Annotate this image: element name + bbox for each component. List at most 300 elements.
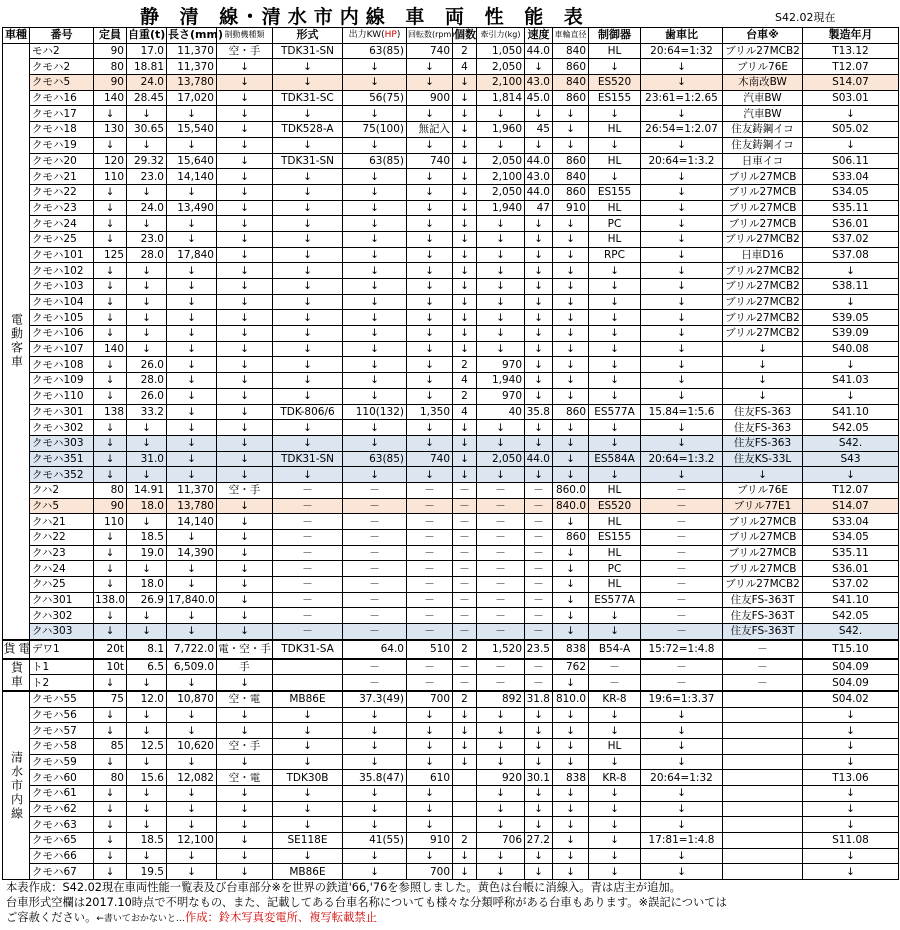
traction-cell: 920 — [477, 770, 525, 786]
number-cell: クモハ104 — [30, 294, 94, 310]
controller-cell: ↓ — [589, 624, 641, 640]
weight-cell: ↓ — [127, 675, 167, 691]
wheel-cell: ↓ — [553, 263, 589, 279]
number-cell: クモハ351 — [30, 451, 94, 467]
length-cell: ↓ — [167, 723, 217, 739]
built-cell: ↓ — [803, 707, 899, 723]
note-credit: 作成：鈴木写真変電所、複写転載禁止 — [184, 911, 377, 924]
truck-cell: 汽車BW — [723, 106, 803, 122]
rpm-cell: ↓ — [407, 326, 453, 342]
wheel-cell: ↓ — [553, 801, 589, 817]
output-cell: － — [343, 608, 407, 624]
model-cell: ↓ — [273, 357, 343, 373]
speed-cell: ↓ — [525, 864, 553, 880]
output-cell: 37.3(49) — [343, 691, 407, 707]
speed-cell: － — [525, 514, 553, 530]
weight-cell: 23.0 — [127, 169, 167, 185]
weight-cell: 31.0 — [127, 451, 167, 467]
speed-cell: 43.0 — [525, 169, 553, 185]
weight-cell: 33.2 — [127, 404, 167, 420]
model-cell: － — [273, 577, 343, 593]
output-cell: ↓ — [343, 169, 407, 185]
gear-cell: － — [641, 530, 723, 546]
number-cell: クモハ352 — [30, 467, 94, 483]
truck-cell: 住友鋳鋼イコ — [723, 122, 803, 138]
truck-cell: ブリル27MCB2 — [723, 263, 803, 279]
model-cell: TDK31-SN — [273, 153, 343, 169]
length-cell: ↓ — [167, 451, 217, 467]
table-row — [3, 848, 899, 864]
controller-cell: ↓ — [589, 833, 641, 849]
brake-cell: ↓ — [217, 801, 273, 817]
brake-cell: ↓ — [217, 404, 273, 420]
controller-cell: ↓ — [589, 608, 641, 624]
weight-cell: 28.45 — [127, 90, 167, 106]
header-length: 長さ(mm) — [168, 28, 223, 42]
speed-cell: 47 — [525, 200, 553, 216]
table-row — [3, 59, 899, 75]
traction-cell: ↓ — [477, 420, 525, 436]
traction-cell: － — [477, 608, 525, 624]
rpm-cell: － — [407, 561, 453, 577]
model-cell: － — [273, 561, 343, 577]
traction-cell: ↓ — [477, 247, 525, 263]
number-cell: クモハ61 — [30, 786, 94, 802]
truck-cell: 日車イコ — [723, 153, 803, 169]
model-cell: ↓ — [273, 169, 343, 185]
gear-cell: － — [641, 482, 723, 498]
table-row — [3, 833, 899, 849]
gear-cell: ↓ — [641, 59, 723, 75]
header-speed: 速度 — [525, 28, 553, 44]
weight-cell: 17.0 — [127, 43, 167, 59]
brake-cell: ↓ — [217, 420, 273, 436]
capacity-cell: ↓ — [94, 530, 127, 546]
controller-cell: ↓ — [589, 373, 641, 389]
brake-cell: ↓ — [217, 675, 273, 691]
wheel-cell: ↓ — [553, 388, 589, 404]
truck-cell — [723, 817, 803, 833]
speed-cell: ↓ — [525, 341, 553, 357]
output-cell: 56(75) — [343, 90, 407, 106]
brake-cell: ↓ — [217, 231, 273, 247]
gear-cell: － — [641, 498, 723, 514]
wheel-cell: ↓ — [553, 231, 589, 247]
capacity-cell: ↓ — [94, 310, 127, 326]
truck-cell: 住友FS-363 — [723, 404, 803, 420]
truck-cell — [723, 833, 803, 849]
page-title: 静 清 線･清水市内線 車 両 性 能 表 — [140, 6, 590, 28]
rpm-cell: ↓ — [407, 848, 453, 864]
controller-cell: ES577A — [589, 404, 641, 420]
traction-cell: 1,940 — [477, 373, 525, 389]
truck-cell: 住友FS-363T — [723, 608, 803, 624]
header-controller: 制御器 — [589, 28, 641, 44]
output-cell: 63(85) — [343, 451, 407, 467]
gear-cell: ↓ — [641, 326, 723, 342]
rpm-cell: － — [407, 498, 453, 514]
brake-cell: ↓ — [217, 169, 273, 185]
weight-cell: ↓ — [127, 310, 167, 326]
model-cell: ↓ — [273, 106, 343, 122]
traction-cell: 1,520 — [477, 640, 525, 659]
built-cell: S33.04 — [803, 514, 899, 530]
number-cell: クモハ16 — [30, 90, 94, 106]
speed-cell: ↓ — [525, 388, 553, 404]
capacity-cell: 80 — [94, 770, 127, 786]
capacity-cell: 90 — [94, 75, 127, 91]
output-cell: － — [343, 482, 407, 498]
gear-cell: － — [641, 624, 723, 640]
brake-cell: ↓ — [217, 608, 273, 624]
table-row — [3, 707, 899, 723]
table-row — [3, 90, 899, 106]
rpm-cell: － — [407, 545, 453, 561]
truck-cell — [723, 786, 803, 802]
gear-cell: 20:64=1:32 — [641, 43, 723, 59]
brake-cell: ↓ — [217, 530, 273, 546]
wheel-cell: ↓ — [553, 420, 589, 436]
capacity-cell: ↓ — [94, 723, 127, 739]
traction-cell: － — [477, 498, 525, 514]
gear-cell: ↓ — [641, 216, 723, 232]
header-count: 個数 — [454, 28, 476, 42]
gear-cell: － — [641, 577, 723, 593]
brake-cell: ↓ — [217, 341, 273, 357]
header-output-hp: HP — [384, 30, 397, 41]
traction-cell: － — [477, 482, 525, 498]
controller-cell: HL — [589, 514, 641, 530]
built-cell: ↓ — [803, 294, 899, 310]
output-cell: ↓ — [343, 754, 407, 770]
count-cell: ↓ — [453, 738, 477, 754]
controller-cell: HL — [589, 153, 641, 169]
brake-cell: ↓ — [217, 247, 273, 263]
weight-cell: 24.0 — [127, 200, 167, 216]
traction-cell: 1,960 — [477, 122, 525, 138]
rpm-cell: ↓ — [407, 279, 453, 295]
speed-cell: ↓ — [525, 59, 553, 75]
built-cell: ↓ — [803, 467, 899, 483]
gear-cell: 15:72=1:4.8 — [641, 640, 723, 659]
model-cell: － — [273, 624, 343, 640]
model-cell: ↓ — [273, 817, 343, 833]
output-cell: ↓ — [343, 326, 407, 342]
rpm-cell: － — [407, 514, 453, 530]
traction-cell: 2,100 — [477, 75, 525, 91]
speed-cell: ↓ — [525, 723, 553, 739]
model-cell: ↓ — [273, 75, 343, 91]
speed-cell: － — [525, 608, 553, 624]
truck-cell: 木南改BW — [723, 75, 803, 91]
weight-cell: ↓ — [127, 279, 167, 295]
length-cell: ↓ — [167, 184, 217, 200]
built-cell: S35.11 — [803, 200, 899, 216]
weight-cell: ↓ — [127, 801, 167, 817]
model-cell: － — [273, 514, 343, 530]
capacity-cell: ↓ — [94, 864, 127, 880]
output-cell: ↓ — [343, 817, 407, 833]
built-cell: T13.06 — [803, 770, 899, 786]
length-cell: ↓ — [167, 577, 217, 593]
table-row — [3, 310, 899, 326]
speed-cell: ↓ — [525, 817, 553, 833]
built-cell: ↓ — [803, 801, 899, 817]
brake-cell: ↓ — [217, 435, 273, 451]
gear-cell: ↓ — [641, 786, 723, 802]
output-cell: 75(100) — [343, 122, 407, 138]
traction-cell: ↓ — [477, 326, 525, 342]
built-cell: T12.07 — [803, 59, 899, 75]
model-cell: TDK-806/6 — [273, 404, 343, 420]
capacity-cell: ↓ — [94, 263, 127, 279]
wheel-cell: 860 — [553, 59, 589, 75]
truck-cell — [723, 707, 803, 723]
controller-cell: ↓ — [589, 786, 641, 802]
speed-cell: ↓ — [525, 231, 553, 247]
number-cell: クモハ109 — [30, 373, 94, 389]
capacity-cell: ↓ — [94, 435, 127, 451]
wheel-cell: ↓ — [553, 435, 589, 451]
output-cell: ↓ — [343, 435, 407, 451]
length-cell: 13,780 — [167, 75, 217, 91]
speed-cell: ↓ — [525, 420, 553, 436]
number-cell: クモハ25 — [30, 231, 94, 247]
capacity-cell: ↓ — [94, 624, 127, 640]
built-cell: S41.03 — [803, 373, 899, 389]
output-cell: ↓ — [343, 263, 407, 279]
length-cell: ↓ — [167, 404, 217, 420]
gear-cell: ↓ — [641, 754, 723, 770]
traction-cell: ↓ — [477, 738, 525, 754]
length-cell: ↓ — [167, 801, 217, 817]
built-cell: ↓ — [803, 864, 899, 880]
wheel-cell: ↓ — [553, 106, 589, 122]
table-row — [3, 200, 899, 216]
gear-cell: 19:6=1:3.37 — [641, 691, 723, 707]
brake-cell: ↓ — [217, 122, 273, 138]
capacity-cell: ↓ — [94, 786, 127, 802]
capacity-cell: ↓ — [94, 373, 127, 389]
model-cell: ↓ — [273, 435, 343, 451]
length-cell: 12,100 — [167, 833, 217, 849]
controller-cell: HL — [589, 122, 641, 138]
controller-cell: ES155 — [589, 184, 641, 200]
weight-cell: ↓ — [127, 106, 167, 122]
speed-cell: － — [525, 592, 553, 608]
wheel-cell: 762 — [553, 659, 589, 675]
capacity-cell: 125 — [94, 247, 127, 263]
table-row — [3, 659, 899, 675]
built-cell: ↓ — [803, 106, 899, 122]
rpm-cell: 910 — [407, 833, 453, 849]
weight-cell: 29.32 — [127, 153, 167, 169]
header-output — [343, 28, 407, 44]
rpm-cell: － — [407, 608, 453, 624]
traction-cell: － — [477, 577, 525, 593]
rpm-cell: 900 — [407, 90, 453, 106]
gear-cell: ↓ — [641, 388, 723, 404]
truck-cell: ブリル77E1 — [723, 498, 803, 514]
traction-cell: ↓ — [477, 310, 525, 326]
traction-cell: ↓ — [477, 786, 525, 802]
model-cell: ↓ — [273, 388, 343, 404]
weight-cell: 26.0 — [127, 388, 167, 404]
gear-cell: － — [641, 545, 723, 561]
built-cell: S05.02 — [803, 122, 899, 138]
output-cell: ↓ — [343, 200, 407, 216]
wheel-cell: ↓ — [553, 357, 589, 373]
controller-cell: ↓ — [589, 817, 641, 833]
gear-cell: ↓ — [641, 294, 723, 310]
count-cell: ↓ — [453, 848, 477, 864]
brake-cell: ↓ — [217, 592, 273, 608]
weight-cell: 6.5 — [127, 659, 167, 675]
gear-cell: － — [641, 659, 723, 675]
number-cell: クモハ106 — [30, 326, 94, 342]
count-cell: － — [453, 482, 477, 498]
header-output-close: ) — [396, 30, 401, 41]
length-cell: ↓ — [167, 326, 217, 342]
weight-cell: 8.1 — [127, 640, 167, 659]
built-cell: S36.01 — [803, 216, 899, 232]
length-cell: ↓ — [167, 608, 217, 624]
wheel-cell: ↓ — [553, 451, 589, 467]
gear-cell: 17:81=1:4.8 — [641, 833, 723, 849]
capacity-cell: 80 — [94, 482, 127, 498]
built-cell: ↓ — [803, 263, 899, 279]
table-row — [3, 137, 899, 153]
count-cell: 2 — [453, 833, 477, 849]
weight-cell: ↓ — [127, 608, 167, 624]
model-cell: ↓ — [273, 848, 343, 864]
length-cell: 14,390 — [167, 545, 217, 561]
weight-cell: ↓ — [127, 216, 167, 232]
length-cell: 11,370 — [167, 43, 217, 59]
rpm-cell: 610 — [407, 770, 453, 786]
weight-cell: 12.5 — [127, 738, 167, 754]
truck-cell: ブリル27MCB2 — [723, 577, 803, 593]
capacity-cell: 138.0 — [95, 594, 126, 607]
count-cell: ↓ — [453, 294, 477, 310]
table-row — [3, 482, 899, 498]
controller-cell: ↓ — [589, 754, 641, 770]
traction-cell: － — [477, 675, 525, 691]
traction-cell: 1,940 — [477, 200, 525, 216]
speed-cell: － — [525, 659, 553, 675]
speed-cell: ↓ — [525, 848, 553, 864]
count-cell: ↓ — [453, 341, 477, 357]
controller-cell: PC — [589, 216, 641, 232]
capacity-cell: ↓ — [94, 675, 127, 691]
weight-cell: 18.81 — [127, 59, 167, 75]
weight-cell: 19.0 — [127, 545, 167, 561]
speed-cell: 31.8 — [525, 691, 553, 707]
capacity-cell: 80 — [94, 59, 127, 75]
wheel-cell: ↓ — [553, 561, 589, 577]
number-cell: クモハ103 — [30, 279, 94, 295]
speed-cell: － — [525, 482, 553, 498]
capacity-cell: ↓ — [94, 608, 127, 624]
rpm-cell: ↓ — [407, 200, 453, 216]
table-row — [3, 184, 899, 200]
table-row — [3, 435, 899, 451]
brake-cell: ↓ — [217, 817, 273, 833]
controller-cell: HL — [589, 200, 641, 216]
weight-cell: ↓ — [127, 435, 167, 451]
wheel-cell: ↓ — [553, 310, 589, 326]
number-cell: ト1 — [30, 659, 94, 675]
brake-cell: ↓ — [217, 357, 273, 373]
table-row — [3, 545, 899, 561]
count-cell: ↓ — [453, 279, 477, 295]
traction-cell: － — [477, 514, 525, 530]
count-cell — [453, 770, 477, 786]
output-cell: － — [343, 514, 407, 530]
brake-cell: ↓ — [217, 561, 273, 577]
output-cell: 35.8(47) — [343, 770, 407, 786]
wheel-cell: ↓ — [553, 786, 589, 802]
speed-cell: ↓ — [525, 707, 553, 723]
output-cell: 110(132) — [343, 404, 407, 420]
traction-cell: ↓ — [477, 801, 525, 817]
brake-cell: ↓ — [217, 200, 273, 216]
model-cell: ↓ — [273, 184, 343, 200]
gear-cell: ↓ — [641, 247, 723, 263]
weight-cell: 28.0 — [127, 247, 167, 263]
speed-cell: ↓ — [525, 106, 553, 122]
rpm-cell: ↓ — [407, 801, 453, 817]
weight-cell: ↓ — [127, 184, 167, 200]
number-cell: クモハ108 — [30, 357, 94, 373]
output-cell: － — [343, 592, 407, 608]
built-cell: S42.05 — [803, 420, 899, 436]
controller-cell: ↓ — [589, 801, 641, 817]
count-cell: 2 — [453, 640, 477, 659]
controller-cell: HL — [589, 577, 641, 593]
table-row — [3, 279, 899, 295]
controller-cell: ↓ — [589, 137, 641, 153]
wheel-cell: 910 — [553, 200, 589, 216]
built-cell: S04.09 — [803, 675, 899, 691]
speed-cell: － — [525, 498, 553, 514]
number-cell: クモハ56 — [30, 707, 94, 723]
number-cell: クハ301 — [30, 592, 94, 608]
built-cell: S34.05 — [803, 530, 899, 546]
built-cell: ↓ — [803, 848, 899, 864]
number-cell: クモハ66 — [30, 848, 94, 864]
rpm-cell: 740 — [407, 451, 453, 467]
table-row — [3, 530, 899, 546]
traction-cell: ↓ — [477, 294, 525, 310]
rpm-cell: ↓ — [407, 435, 453, 451]
number-cell: クモハ19 — [30, 137, 94, 153]
model-cell: ↓ — [273, 326, 343, 342]
length-cell: ↓ — [167, 467, 217, 483]
gear-cell: 15.84=1:5.6 — [641, 404, 723, 420]
speed-cell: ↓ — [525, 326, 553, 342]
output-cell: ↓ — [343, 848, 407, 864]
number-cell: クモハ303 — [30, 435, 94, 451]
model-cell: TDK30B — [273, 770, 343, 786]
model-cell: ↓ — [273, 373, 343, 389]
truck-cell: ↓ — [723, 388, 803, 404]
number-cell: クモハ55 — [30, 691, 94, 707]
table-row — [3, 817, 899, 833]
table-row — [3, 723, 899, 739]
brake-cell: ↓ — [217, 153, 273, 169]
output-cell: ↓ — [343, 247, 407, 263]
